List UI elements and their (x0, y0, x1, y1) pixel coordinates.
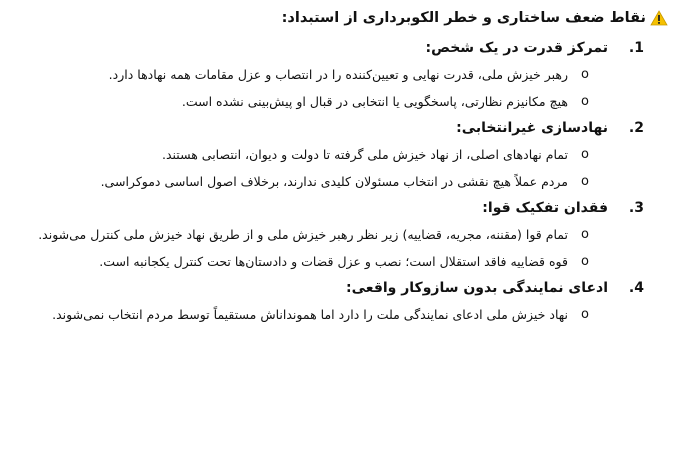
list-item-text: رهبر خیزش ملی، قدرت نهایی و تعیین‌کننده را در انتصاب و عزل مقامات همه نهادها دارد. (108, 67, 568, 82)
section-number: 2. (628, 120, 644, 136)
hollow-bullet-icon: o (581, 254, 589, 269)
section-2 (22, 118, 668, 192)
section-title (22, 198, 668, 218)
list-item (22, 91, 668, 112)
list-item (22, 224, 668, 245)
hollow-bullet-icon: o (581, 94, 589, 109)
bullet-list (22, 144, 668, 192)
list-item (22, 64, 668, 85)
list-item (22, 144, 668, 165)
hollow-bullet-icon: o (581, 67, 589, 82)
bullet-list (22, 304, 668, 325)
section-title-text: تمرکز قدرت در یک شخص: (425, 40, 608, 56)
section-title (22, 118, 668, 138)
list-item-text: تمام قوا (مقننه، مجریه، قضاییه) زیر نظر رهبر خیزش ملی و از طریق نهاد خیزش ملی کنترل می‌شوند. (38, 227, 568, 242)
section-number: 1. (628, 40, 644, 56)
list-item (22, 304, 668, 325)
list-item-text: تمام نهادهای اصلی، از نهاد خیزش ملی گرفته تا دولت و دیوان، انتصابی هستند. (161, 147, 568, 162)
page-heading-text: نقاط ضعف ساختاری و خطر الکوبرداری از استبداد: (281, 10, 646, 26)
section-title-text: فقدان تفکیک قوا: (482, 200, 608, 216)
list-item-text: هیچ مکانیزم نظارتی، پاسخگویی یا انتخابی در قبال او پیش‌بینی نشده است. (181, 94, 568, 109)
section-title (22, 278, 668, 298)
hollow-bullet-icon: o (581, 227, 589, 242)
section-title (22, 38, 668, 58)
bullet-list (22, 224, 668, 272)
hollow-bullet-icon: o (581, 174, 589, 189)
section-number: 3. (628, 200, 644, 216)
list-item (22, 251, 668, 272)
page-heading (22, 8, 668, 28)
warning-icon (650, 10, 668, 26)
bullet-list (22, 64, 668, 112)
section-title-text: ادعای نمایندگی بدون سازوکار واقعی: (346, 280, 608, 296)
list-item (22, 171, 668, 192)
list-item-text: نهاد خیزش ملی ادعای نمایندگی ملت را دارد اما همونداناش مستقیماً توسط مردم انتخاب نمی‌شوند. (52, 307, 568, 322)
section-3 (22, 198, 668, 272)
hollow-bullet-icon: o (581, 147, 589, 162)
section-number: 4. (628, 280, 644, 296)
hollow-bullet-icon: o (581, 307, 589, 322)
list-item-text: قوه قضاییه فاقد استقلال است؛ نصب و عزل قضات و دادستان‌ها تحت کنترل یکجانبه است. (99, 254, 568, 269)
list-item-text: مردم عملاً هیچ نقشی در انتخاب مسئولان کلیدی ندارند، برخلاف اصول اساسی دموکراسی. (100, 174, 568, 189)
section-title-text: نهادسازی غیرانتخابی: (456, 120, 608, 136)
section-1 (22, 38, 668, 112)
section-4 (22, 278, 668, 325)
